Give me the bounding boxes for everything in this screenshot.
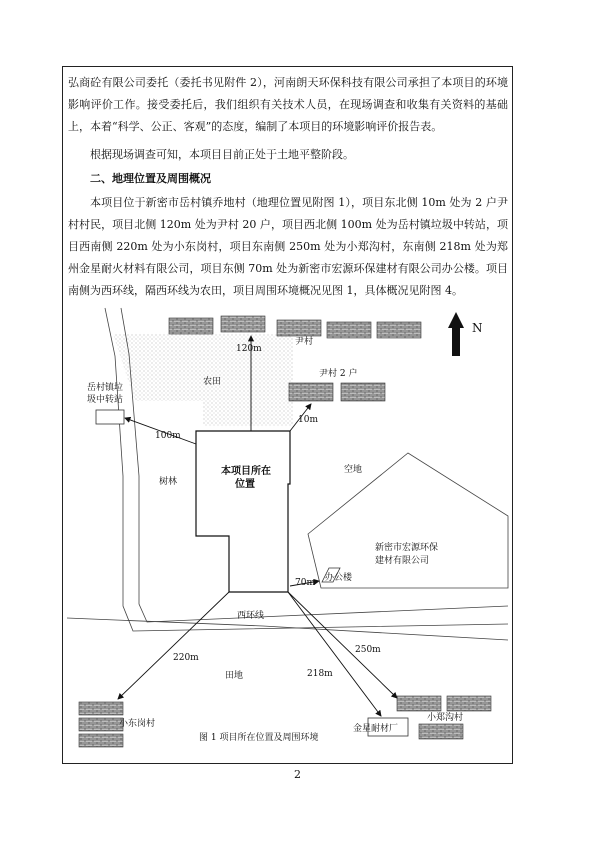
label-field: 田地: [225, 671, 244, 681]
label-transfer-station-2: 圾中转站: [87, 395, 124, 405]
xiaozhenggou-building: [397, 696, 441, 711]
label-dist-se250: 250m: [355, 645, 381, 655]
label-jinxing: 金星耐材厂: [353, 724, 399, 734]
paragraph-site-status: 根据现场调查可知，本项目目前正处于土地平整阶段。: [90, 148, 354, 161]
paragraph-location: 本项目位于新密市岳村镇乔地村（地理位置见附图 1），项目东北侧 10m 处为 2 户尹村村民，项目北侧 120m 处为尹村 20 户，项目西北侧 100m 处为岳村镇垃圾中转站，项目西南侧 220m 处为小东岗村，项目东南侧 250m 处为小郑沟村，东南侧 218m 处为郑州金星耐火材料有限公司，项目东侧 70m 处为新密市宏源环保建材有限公司办公楼。项目南侧为西环线，隔西环线为农田，项目周围环境概况见图 1，具体概况见附图 4。: [68, 196, 508, 297]
road-line: [67, 618, 508, 640]
label-dist-ne: 10m: [298, 415, 318, 425]
village-building: [377, 322, 421, 338]
label-transfer-station-1: 岳村镇垃: [87, 383, 124, 393]
arrow-sw-220m: [118, 592, 229, 699]
village-building: [327, 322, 371, 338]
label-xiaodonggang: 小东岗村: [119, 719, 156, 729]
north-arrow-icon: [448, 312, 464, 356]
village-building: [221, 316, 265, 332]
section-heading: 二、地理位置及周围概况: [90, 172, 211, 185]
label-woods: 树林: [159, 477, 178, 487]
xiaodonggang-building: [79, 718, 123, 731]
yincun-2-building: [289, 383, 333, 401]
label-dist-east: 70m: [295, 578, 315, 588]
north-label: N: [472, 321, 483, 335]
xiaozhenggou-building: [447, 696, 491, 711]
yincun-2-building: [341, 383, 385, 401]
label-project-1: 本项目所在: [221, 466, 271, 477]
label-dist-se218: 218m: [307, 669, 333, 679]
site-map: [63, 306, 511, 761]
figure-caption: 图 1 项目所在位置及周围环境: [199, 733, 319, 743]
xiaodonggang-building: [79, 702, 123, 715]
label-farmland: 农田: [203, 377, 222, 387]
village-building: [277, 320, 321, 336]
label-yincun: 尹村: [295, 337, 314, 347]
label-office: 办公楼: [325, 573, 353, 583]
label-yincun-2: 尹村 2 户: [319, 369, 358, 379]
village-building: [169, 318, 213, 334]
label-dist-north: 120m: [236, 344, 262, 354]
label-hongyuan-1: 新密市宏源环保: [375, 543, 439, 553]
label-open-land: 空地: [344, 465, 363, 475]
label-road: 西环线: [237, 611, 265, 621]
project-site: [196, 431, 290, 592]
transfer-station-box: [96, 410, 124, 424]
page-number: 2: [294, 768, 301, 781]
label-hongyuan-2: 建材有限公司: [375, 556, 430, 566]
label-dist-sw: 220m: [173, 653, 199, 663]
paragraph-intro: 弘商砼有限公司委托（委托书见附件 2），河南朗天环保科技有限公司承担了本项目的环境影响评价工作。接受委托后，我们组织有关技术人员，在现场调查和收集有关资料的基础上，本着“科学、公正、客观”的态度，编制了本项目的环境影响评价报告表。: [68, 76, 508, 133]
label-xiaozhenggou: 小郑沟村: [427, 713, 464, 723]
xiaodonggang-building: [79, 734, 123, 747]
label-dist-nw: 100m: [155, 431, 181, 441]
xiaozhenggou-building: [419, 724, 463, 739]
label-project-2: 位置: [235, 479, 255, 490]
